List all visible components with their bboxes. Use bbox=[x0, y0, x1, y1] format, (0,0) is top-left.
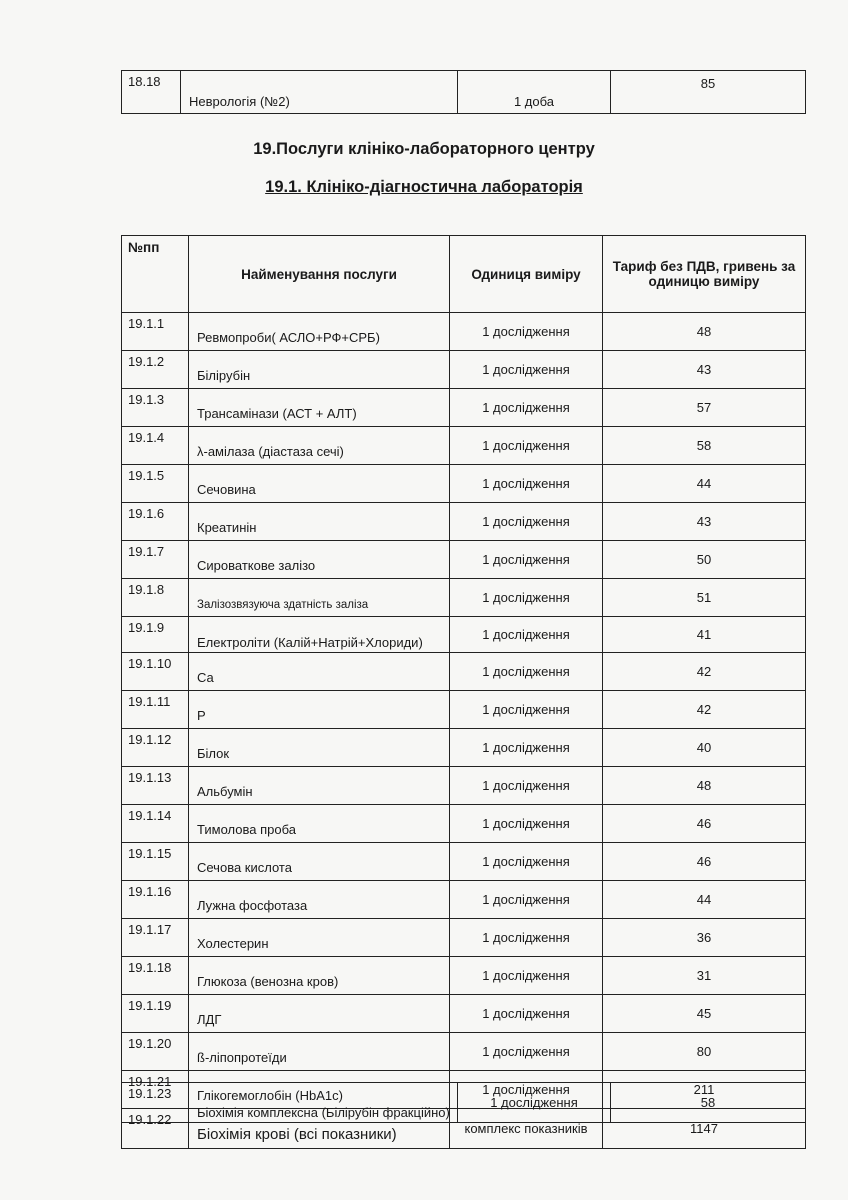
row-name: Сечовина bbox=[189, 465, 450, 503]
table-row bbox=[122, 995, 806, 1033]
row-name: ß-ліпопротеїди bbox=[189, 1033, 450, 1071]
row-price: 45 bbox=[603, 995, 806, 1033]
table-body bbox=[122, 313, 806, 1149]
table-row bbox=[122, 503, 806, 541]
row-code: 19.1.7 bbox=[122, 541, 189, 579]
subsection-title: 19.1. Клініко-діагностична лабораторія bbox=[265, 178, 583, 196]
section-title: 19.Послуги клініко-лабораторного центру bbox=[253, 140, 595, 158]
row-price: 44 bbox=[603, 465, 806, 503]
row-unit: 1 дослідження bbox=[450, 805, 603, 843]
header-price: Тариф без ПДВ, гривень за одиницю виміру bbox=[603, 236, 806, 313]
row-price: 46 bbox=[603, 843, 806, 881]
row-unit: 1 дослідження bbox=[450, 1033, 603, 1071]
header-code: №пп bbox=[122, 236, 189, 313]
row-code: 19.1.21 bbox=[122, 1071, 189, 1109]
row-code: 19.1.19 bbox=[122, 995, 189, 1033]
row-price: 51 bbox=[603, 579, 806, 617]
row-name: Глюкоза (венозна кров) bbox=[189, 957, 450, 995]
row-unit: 1 дослідження bbox=[450, 427, 603, 465]
row-unit: 1 дослідження bbox=[458, 1083, 611, 1123]
table-row bbox=[122, 767, 806, 805]
table-header-row bbox=[122, 236, 806, 313]
row-name: Альбумін bbox=[189, 767, 450, 805]
table-row bbox=[122, 579, 806, 617]
services-table bbox=[121, 235, 806, 1149]
row-code: 19.1.6 bbox=[122, 503, 189, 541]
table-row bbox=[122, 313, 806, 351]
row-price: 46 bbox=[603, 805, 806, 843]
row-name: Неврологія (№2) bbox=[181, 71, 458, 114]
row-unit: 1 доба bbox=[458, 71, 611, 114]
row-name: λ-амілаза (діастаза сечі) bbox=[189, 427, 450, 465]
row-name: Біохімія комплексна (Білірубін фракційно) bbox=[189, 1083, 458, 1123]
row-name: Сечова кислота bbox=[189, 843, 450, 881]
row-code: 19.1.18 bbox=[122, 957, 189, 995]
row-code: 18.18 bbox=[122, 71, 181, 114]
table-row bbox=[122, 957, 806, 995]
row-code: 19.1.8 bbox=[122, 579, 189, 617]
table-row bbox=[122, 389, 806, 427]
row-unit: 1 дослідження bbox=[450, 881, 603, 919]
row-unit: 1 дослідження bbox=[450, 579, 603, 617]
table-row bbox=[122, 541, 806, 579]
table-row bbox=[122, 843, 806, 881]
row-code: 19.1.16 bbox=[122, 881, 189, 919]
row-code: 19.1.5 bbox=[122, 465, 189, 503]
row-name: Біохімія крові (всі показники) bbox=[189, 1109, 450, 1149]
table-row bbox=[122, 1033, 806, 1071]
row-code: 19.1.4 bbox=[122, 427, 189, 465]
row-unit: 1 дослідження bbox=[450, 313, 603, 351]
row-name: Р bbox=[189, 691, 450, 729]
row-unit: 1 дослідження bbox=[450, 389, 603, 427]
row-unit: 1 дослідження bbox=[450, 617, 603, 653]
row-code: 19.1.12 bbox=[122, 729, 189, 767]
row-unit: 1 дослідження bbox=[450, 1071, 603, 1109]
row-unit: 1 дослідження bbox=[450, 503, 603, 541]
row-code: 19.1.9 bbox=[122, 617, 189, 653]
table-row bbox=[122, 351, 806, 389]
table-row bbox=[122, 427, 806, 465]
row-code: 19.1.3 bbox=[122, 389, 189, 427]
top-table bbox=[121, 70, 806, 114]
row-price: 80 bbox=[603, 1033, 806, 1071]
table-row bbox=[122, 919, 806, 957]
table-row bbox=[122, 1083, 806, 1123]
row-price: 41 bbox=[603, 617, 806, 653]
row-name: Трансамінази (АСТ + АЛТ) bbox=[189, 389, 450, 427]
row-price: 36 bbox=[603, 919, 806, 957]
row-price: 42 bbox=[603, 653, 806, 691]
row-name: Сироваткове залізо bbox=[189, 541, 450, 579]
row-price: 43 bbox=[603, 351, 806, 389]
row-name: Білок bbox=[189, 729, 450, 767]
row-name: Са bbox=[189, 653, 450, 691]
row-unit: 1 дослідження bbox=[450, 767, 603, 805]
row-price: 58 bbox=[611, 1083, 806, 1123]
row-name: Лужна фосфотаза bbox=[189, 881, 450, 919]
row-code: 19.1.22 bbox=[122, 1109, 189, 1149]
row-code: 19.1.13 bbox=[122, 767, 189, 805]
row-unit: 1 дослідження bbox=[450, 995, 603, 1033]
row-price: 42 bbox=[603, 691, 806, 729]
row-name: Тимолова проба bbox=[189, 805, 450, 843]
row-unit: 1 дослідження bbox=[450, 691, 603, 729]
row-code: 19.1.20 bbox=[122, 1033, 189, 1071]
row-code: 19.1.10 bbox=[122, 653, 189, 691]
row-name: Електроліти (Калій+Натрій+Хлориди) bbox=[189, 617, 450, 653]
table-row bbox=[122, 805, 806, 843]
row-price: 1147 bbox=[603, 1109, 806, 1149]
row-unit: 1 дослідження bbox=[450, 541, 603, 579]
row-unit: комплекс показників bbox=[450, 1109, 603, 1149]
row-code: 19.1.1 bbox=[122, 313, 189, 351]
row-unit: 1 дослідження bbox=[450, 351, 603, 389]
table-row bbox=[122, 653, 806, 691]
row-unit: 1 дослідження bbox=[450, 465, 603, 503]
row-code: 19.1.11 bbox=[122, 691, 189, 729]
table-row bbox=[122, 617, 806, 653]
table-row bbox=[122, 881, 806, 919]
row-code: 19.1.23 bbox=[122, 1083, 189, 1123]
table-row bbox=[122, 465, 806, 503]
row-code: 19.1.17 bbox=[122, 919, 189, 957]
row-price: 48 bbox=[603, 313, 806, 351]
row-price: 31 bbox=[603, 957, 806, 995]
table-row bbox=[122, 691, 806, 729]
row-price: 50 bbox=[603, 541, 806, 579]
row-unit: 1 дослідження bbox=[450, 919, 603, 957]
row-unit: 1 дослідження bbox=[450, 653, 603, 691]
row-price: 44 bbox=[603, 881, 806, 919]
row-name: Креатинін bbox=[189, 503, 450, 541]
row-name: Глікогемоглобін (HbA1c) bbox=[189, 1071, 450, 1109]
row-price: 57 bbox=[603, 389, 806, 427]
table-row bbox=[122, 729, 806, 767]
row-name: Ревмопроби( АСЛО+РФ+СРБ) bbox=[189, 313, 450, 351]
row-price: 85 bbox=[611, 71, 806, 114]
row-price: 43 bbox=[603, 503, 806, 541]
row-unit: 1 дослідження bbox=[450, 843, 603, 881]
header-name: Найменування послуги bbox=[189, 236, 450, 313]
header-unit: Одиниця виміру bbox=[450, 236, 603, 313]
row-name: Білірубін bbox=[189, 351, 450, 389]
row-unit: 1 дослідження bbox=[450, 729, 603, 767]
row-unit: 1 дослідження bbox=[450, 957, 603, 995]
row-code: 19.1.2 bbox=[122, 351, 189, 389]
row-name: Залізозвязуюча здатність заліза bbox=[189, 579, 450, 617]
row-name: Холестерин bbox=[189, 919, 450, 957]
row-price: 48 bbox=[603, 767, 806, 805]
row-code: 19.1.14 bbox=[122, 805, 189, 843]
row-price: 58 bbox=[603, 427, 806, 465]
table-row bbox=[122, 71, 806, 114]
row-name: ЛДГ bbox=[189, 995, 450, 1033]
row-price: 211 bbox=[603, 1071, 806, 1109]
bottom-table bbox=[121, 1082, 806, 1123]
row-price: 40 bbox=[603, 729, 806, 767]
row-code: 19.1.15 bbox=[122, 843, 189, 881]
